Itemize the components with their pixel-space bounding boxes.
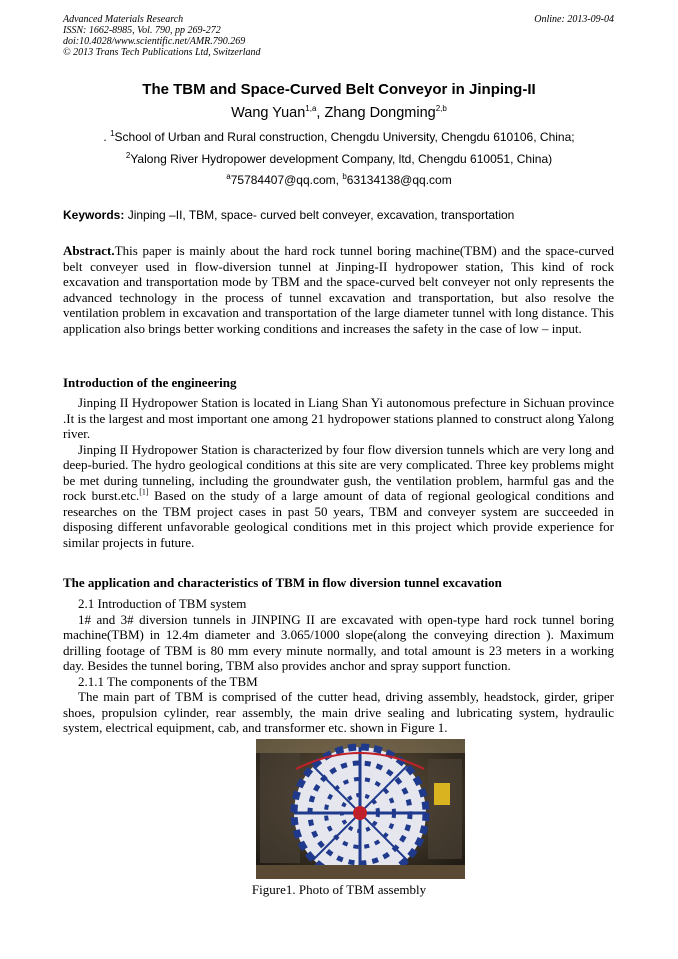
- subsection-2-1: 2.1 Introduction of TBM system: [78, 596, 247, 611]
- intro-section: [63, 395, 614, 550]
- journal-header: [63, 14, 261, 58]
- application-section: [63, 596, 614, 736]
- abstract-label: Abstract.: [63, 243, 115, 258]
- tunnel-floor: [256, 865, 465, 879]
- journal-name: Advanced Materials Research: [63, 14, 184, 25]
- paper-title: The TBM and Space-Curved Belt Conveyor in Jinping-II: [142, 81, 536, 98]
- figure-caption: Figure1. Photo of TBM assembly: [251, 882, 427, 897]
- author-separator: ,: [316, 105, 325, 121]
- abstract: [63, 243, 614, 336]
- affiliation-2-sup: 2: [125, 151, 131, 160]
- affiliation-lead: .: [103, 130, 111, 144]
- keywords: [63, 208, 514, 223]
- citation-ref-1: [1]: [139, 487, 149, 497]
- issn-line: ISSN: 1662-8985, Vol. 790, pp 269-272: [63, 25, 221, 36]
- tbm-photo: [256, 739, 465, 879]
- author-1: Wang Yuan: [231, 105, 306, 121]
- email-2-sup: b: [342, 172, 347, 181]
- email-1-sup: a: [226, 172, 231, 181]
- emails: [0, 173, 678, 188]
- keywords-label: Keywords:: [63, 208, 125, 222]
- affiliation-1: [0, 130, 678, 145]
- yellow-crane: [434, 783, 450, 805]
- tbm-photo-illustration: [256, 739, 465, 879]
- email-2: 63134138@qq.com: [346, 173, 452, 187]
- application-heading: The application and characteristics of TBM in flow diversion tunnel excavation: [63, 575, 502, 590]
- cutter-center: [353, 806, 367, 820]
- online-date: Online: 2013-09-04: [534, 14, 614, 25]
- subsection-2-1-1: 2.1.1 The components of the TBM: [78, 673, 258, 689]
- intro-paragraph-1: Jinping II Hydropower Station is located in Liang Shan Yi autonomous prefecture in Sichuan province .It is the largest and most important one among 21 hydropower stations planned to construct along Yalong river.: [63, 395, 614, 441]
- affiliation-2-text: Yalong River Hydropower development Company, ltd, Chengdu 610051, China): [130, 152, 553, 166]
- keywords-text: Jinping –II, TBM, space- curved belt conveyer, excavation, transportation: [124, 208, 515, 222]
- abstract-text: This paper is mainly about the hard rock tunnel boring machine(TBM) and the space-curved belt conveyer used in flow-diversion tunnel at Jinping-II hydropower station, This kind of rock excavation and transportation mode by TBM and the space-curved belt conveyer not only represents the advanced technology in the process of tunnel excavation and transportation, but also resolve the ventilation problem in excavation and transportation of the large diameter tunnel with long distance. This application also brings better working conditions and increases the safety in the case of low – input.: [63, 243, 614, 336]
- scaffold-right: [428, 759, 462, 859]
- email-1: 75784407@qq.com,: [230, 173, 343, 187]
- intro-heading: Introduction of the engineering: [63, 375, 237, 390]
- intro-paragraph-2a: Jinping II Hydropower Station is characterized by four flow diversion tunnels which are very long and deep-buried. The hydro geological conditions at this site are very complicated. Three key problems might be met during tunneling, including the groundwater gush, the ventilation problem, harmful gas and the rock burst.etc.: [63, 441, 614, 503]
- affiliation-2: [0, 152, 678, 167]
- author-1-sup: 1,a: [305, 104, 317, 114]
- application-paragraph-2: The main part of TBM is comprised of the cutter head, driving assembly, headstock, girder, griper shoes, propulsion cylinder, rear assembly, the main drive sealing and lubricating system, hydraulic system, electrical equipment, cab, and transformer etc. shown in Figure 1.: [63, 689, 614, 735]
- application-paragraph-1: 1# and 3# diversion tunnels in JINPING II are excavated with open-type hard rock tunnel boring machine(TBM) in 12.4m diameter and 3.065/1000 slope(along the conveying direction ). Maximum drilling footage of TBM is 80 mm every minute normally, and total amount is 23 meters in a working day. Besides the tunnel boring, TBM also provides anchor and spray support function.: [63, 611, 614, 673]
- author-2-sup: 2,b: [435, 104, 447, 114]
- affiliation-1-text: School of Urban and Rural construction, Chengdu University, Chengdu 610106, China;: [114, 130, 575, 144]
- author-2: Zhang Dongming: [324, 105, 436, 121]
- copyright-line: © 2013 Trans Tech Publications Ltd, Switzerland: [63, 47, 261, 58]
- intro-paragraph-2b: Based on the study of a large amount of data of regional geological conditions and researches on the TBM project cases in past 50 years, TBM and conveyer system are succeeded in disposing different unfavorable geological conditions met in this project which provide experience for similar projects in future.: [63, 488, 614, 550]
- doi-line: doi:10.4028/www.scientific.net/AMR.790.269: [63, 36, 246, 47]
- author-line: [0, 104, 678, 122]
- affiliation-1-sup: 1: [110, 129, 115, 138]
- intro-paragraph-2: [63, 442, 614, 551]
